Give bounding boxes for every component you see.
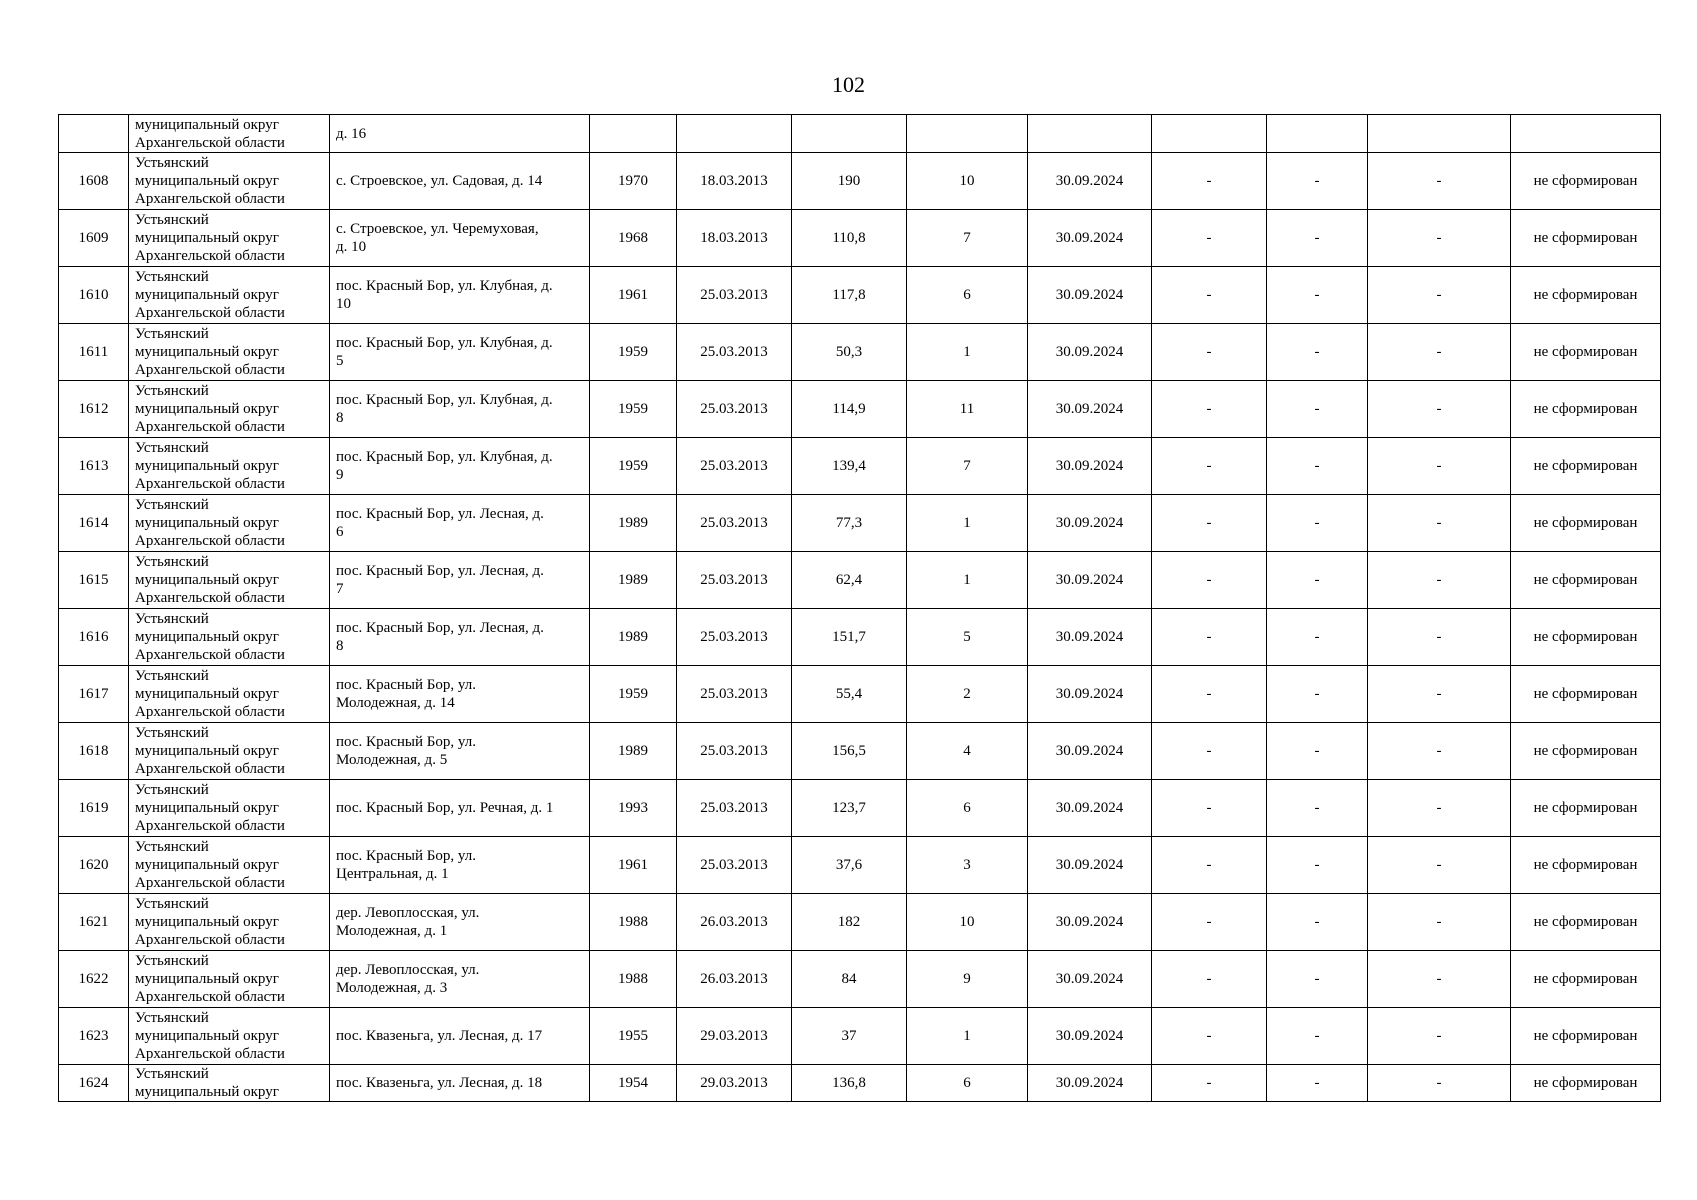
cell-number: 1609 bbox=[59, 210, 129, 267]
cell-col10: - bbox=[1152, 780, 1267, 837]
cell-col10: - bbox=[1152, 495, 1267, 552]
cell-residents: 11 bbox=[907, 381, 1028, 438]
cell-address: пос. Красный Бор, ул. Молодежная, д. 14 bbox=[330, 666, 590, 723]
cell-col10: - bbox=[1152, 1065, 1267, 1102]
cell-number: 1624 bbox=[59, 1065, 129, 1102]
cell-address: пос. Красный Бор, ул. Клубная, д. 8 bbox=[330, 381, 590, 438]
cell-deadline: 30.09.2024 bbox=[1028, 780, 1152, 837]
cell-municipality: Устьянский муниципальный округ Архангельской области bbox=[129, 267, 330, 324]
cell-status: не сформирован bbox=[1511, 153, 1661, 210]
cell-deadline: 30.09.2024 bbox=[1028, 438, 1152, 495]
cell-number: 1614 bbox=[59, 495, 129, 552]
table-row bbox=[59, 495, 1661, 552]
cell-col11: - bbox=[1267, 837, 1368, 894]
cell-year: 1989 bbox=[590, 495, 677, 552]
cell-residents: 1 bbox=[907, 495, 1028, 552]
cell-area: 190 bbox=[792, 153, 907, 210]
cell-area: 77,3 bbox=[792, 495, 907, 552]
cell-residents: 6 bbox=[907, 780, 1028, 837]
cell-address: пос. Красный Бор, ул. Клубная, д. 5 bbox=[330, 324, 590, 381]
cell-status: не сформирован bbox=[1511, 609, 1661, 666]
cell-area: 136,8 bbox=[792, 1065, 907, 1102]
cell-col10: - bbox=[1152, 381, 1267, 438]
cell-number: 1619 bbox=[59, 780, 129, 837]
cell-status: не сформирован bbox=[1511, 666, 1661, 723]
table-row bbox=[59, 210, 1661, 267]
cell-col12: - bbox=[1368, 552, 1511, 609]
cell-residents: 1 bbox=[907, 552, 1028, 609]
cell-empty bbox=[1511, 115, 1661, 153]
cell-year: 1959 bbox=[590, 438, 677, 495]
cell-col12: - bbox=[1368, 324, 1511, 381]
cell-year: 1959 bbox=[590, 381, 677, 438]
cell-municipality: Устьянский муниципальный округ Архангельской области bbox=[129, 153, 330, 210]
cell-deadline: 30.09.2024 bbox=[1028, 381, 1152, 438]
cell-col11: - bbox=[1267, 381, 1368, 438]
cell-number: 1617 bbox=[59, 666, 129, 723]
cell-area: 55,4 bbox=[792, 666, 907, 723]
cell-residents: 5 bbox=[907, 609, 1028, 666]
cell-address: пос. Красный Бор, ул. Молодежная, д. 5 bbox=[330, 723, 590, 780]
cell-col12: - bbox=[1368, 438, 1511, 495]
cell-col10: - bbox=[1152, 951, 1267, 1008]
cell-col12: - bbox=[1368, 609, 1511, 666]
cell-col12: - bbox=[1368, 1065, 1511, 1102]
cell-municipality: Устьянский муниципальный округ Архангельской области bbox=[129, 438, 330, 495]
cell-status: не сформирован bbox=[1511, 837, 1661, 894]
cell-status: не сформирован bbox=[1511, 210, 1661, 267]
cell-status: не сформирован bbox=[1511, 1008, 1661, 1065]
cell-col10: - bbox=[1152, 552, 1267, 609]
cell-municipality: Устьянский муниципальный округ Архангельской области bbox=[129, 210, 330, 267]
cell-date: 25.03.2013 bbox=[677, 324, 792, 381]
cell-date: 25.03.2013 bbox=[677, 837, 792, 894]
cell-status: не сформирован bbox=[1511, 381, 1661, 438]
cell-date: 25.03.2013 bbox=[677, 666, 792, 723]
cell-municipality: муниципальный округ Архангельской области bbox=[129, 115, 330, 153]
cell-address: дер. Левоплосская, ул. Молодежная, д. 1 bbox=[330, 894, 590, 951]
cell-number: 1615 bbox=[59, 552, 129, 609]
cell-col12: - bbox=[1368, 153, 1511, 210]
cell-number: 1610 bbox=[59, 267, 129, 324]
table-row bbox=[59, 951, 1661, 1008]
cell-municipality: Устьянский муниципальный округ Архангельской области bbox=[129, 495, 330, 552]
cell-area: 84 bbox=[792, 951, 907, 1008]
cell-residents: 7 bbox=[907, 438, 1028, 495]
cell-status: не сформирован bbox=[1511, 894, 1661, 951]
cell-area: 37 bbox=[792, 1008, 907, 1065]
cell-empty bbox=[907, 115, 1028, 153]
cell-col11: - bbox=[1267, 495, 1368, 552]
cell-municipality: Устьянский муниципальный округ Архангельской области bbox=[129, 324, 330, 381]
cell-number: 1620 bbox=[59, 837, 129, 894]
cell-municipality: Устьянский муниципальный округ Архангельской области bbox=[129, 951, 330, 1008]
cell-area: 110,8 bbox=[792, 210, 907, 267]
table-row-continued bbox=[59, 115, 1661, 153]
cell-col10: - bbox=[1152, 666, 1267, 723]
cell-date: 25.03.2013 bbox=[677, 495, 792, 552]
cell-deadline: 30.09.2024 bbox=[1028, 153, 1152, 210]
cell-col10: - bbox=[1152, 837, 1267, 894]
cell-deadline: 30.09.2024 bbox=[1028, 495, 1152, 552]
cell-municipality: Устьянский муниципальный округ Архангельской области bbox=[129, 1008, 330, 1065]
cell-year: 1961 bbox=[590, 837, 677, 894]
cell-address: д. 16 bbox=[330, 115, 590, 153]
cell-address: пос. Красный Бор, ул. Клубная, д. 9 bbox=[330, 438, 590, 495]
cell-address: пос. Красный Бор, ул. Клубная, д. 10 bbox=[330, 267, 590, 324]
cell-address: дер. Левоплосская, ул. Молодежная, д. 3 bbox=[330, 951, 590, 1008]
cell-deadline: 30.09.2024 bbox=[1028, 552, 1152, 609]
cell-col12: - bbox=[1368, 837, 1511, 894]
cell-residents: 10 bbox=[907, 153, 1028, 210]
cell-number: 1623 bbox=[59, 1008, 129, 1065]
cell-year: 1993 bbox=[590, 780, 677, 837]
cell-residents: 3 bbox=[907, 837, 1028, 894]
cell-date: 25.03.2013 bbox=[677, 609, 792, 666]
cell-empty bbox=[792, 115, 907, 153]
table-row bbox=[59, 780, 1661, 837]
cell-number: 1613 bbox=[59, 438, 129, 495]
cell-col10: - bbox=[1152, 723, 1267, 780]
cell-municipality: Устьянский муниципальный округ bbox=[129, 1065, 330, 1102]
cell-number: 1622 bbox=[59, 951, 129, 1008]
cell-col11: - bbox=[1267, 438, 1368, 495]
cell-deadline: 30.09.2024 bbox=[1028, 609, 1152, 666]
cell-date: 29.03.2013 bbox=[677, 1065, 792, 1102]
cell-col11: - bbox=[1267, 267, 1368, 324]
cell-address: пос. Красный Бор, ул. Лесная, д. 8 bbox=[330, 609, 590, 666]
cell-col10: - bbox=[1152, 324, 1267, 381]
cell-year: 1988 bbox=[590, 951, 677, 1008]
cell-date: 25.03.2013 bbox=[677, 780, 792, 837]
cell-col10: - bbox=[1152, 609, 1267, 666]
cell-residents: 6 bbox=[907, 267, 1028, 324]
cell-number: 1621 bbox=[59, 894, 129, 951]
cell-residents: 1 bbox=[907, 1008, 1028, 1065]
cell-municipality: Устьянский муниципальный округ Архангельской области bbox=[129, 780, 330, 837]
cell-deadline: 30.09.2024 bbox=[1028, 894, 1152, 951]
table-row bbox=[59, 1065, 1661, 1102]
table-row bbox=[59, 324, 1661, 381]
cell-col11: - bbox=[1267, 951, 1368, 1008]
cell-date: 25.03.2013 bbox=[677, 552, 792, 609]
cell-col10: - bbox=[1152, 438, 1267, 495]
table-row bbox=[59, 723, 1661, 780]
cell-status: не сформирован bbox=[1511, 267, 1661, 324]
cell-col12: - bbox=[1368, 894, 1511, 951]
cell-date: 25.03.2013 bbox=[677, 723, 792, 780]
cell-municipality: Устьянский муниципальный округ Архангельской области bbox=[129, 837, 330, 894]
cell-deadline: 30.09.2024 bbox=[1028, 837, 1152, 894]
cell-municipality: Устьянский муниципальный округ Архангельской области bbox=[129, 552, 330, 609]
cell-area: 151,7 bbox=[792, 609, 907, 666]
cell-deadline: 30.09.2024 bbox=[1028, 324, 1152, 381]
cell-deadline: 30.09.2024 bbox=[1028, 951, 1152, 1008]
cell-number bbox=[59, 115, 129, 153]
cell-col11: - bbox=[1267, 1065, 1368, 1102]
cell-col12: - bbox=[1368, 666, 1511, 723]
cell-col12: - bbox=[1368, 267, 1511, 324]
cell-date: 29.03.2013 bbox=[677, 1008, 792, 1065]
cell-col11: - bbox=[1267, 609, 1368, 666]
cell-col12: - bbox=[1368, 1008, 1511, 1065]
cell-deadline: 30.09.2024 bbox=[1028, 723, 1152, 780]
cell-col10: - bbox=[1152, 210, 1267, 267]
cell-municipality: Устьянский муниципальный округ Архангельской области bbox=[129, 381, 330, 438]
table-body bbox=[59, 115, 1661, 1102]
cell-area: 50,3 bbox=[792, 324, 907, 381]
cell-deadline: 30.09.2024 bbox=[1028, 1065, 1152, 1102]
cell-address: пос. Красный Бор, ул. Лесная, д. 6 bbox=[330, 495, 590, 552]
cell-date: 26.03.2013 bbox=[677, 894, 792, 951]
cell-date: 18.03.2013 bbox=[677, 153, 792, 210]
cell-col10: - bbox=[1152, 267, 1267, 324]
table-row bbox=[59, 153, 1661, 210]
cell-empty bbox=[677, 115, 792, 153]
cell-year: 1989 bbox=[590, 552, 677, 609]
cell-residents: 6 bbox=[907, 1065, 1028, 1102]
cell-status: не сформирован bbox=[1511, 495, 1661, 552]
cell-deadline: 30.09.2024 bbox=[1028, 267, 1152, 324]
cell-status: не сформирован bbox=[1511, 1065, 1661, 1102]
cell-area: 117,8 bbox=[792, 267, 907, 324]
cell-status: не сформирован bbox=[1511, 723, 1661, 780]
cell-col11: - bbox=[1267, 1008, 1368, 1065]
cell-address: пос. Красный Бор, ул. Речная, д. 1 bbox=[330, 780, 590, 837]
cell-col10: - bbox=[1152, 1008, 1267, 1065]
cell-status: не сформирован bbox=[1511, 438, 1661, 495]
cell-municipality: Устьянский муниципальный округ Архангельской области bbox=[129, 609, 330, 666]
cell-address: пос. Квазеньга, ул. Лесная, д. 18 bbox=[330, 1065, 590, 1102]
cell-col12: - bbox=[1368, 780, 1511, 837]
cell-col11: - bbox=[1267, 894, 1368, 951]
cell-col11: - bbox=[1267, 324, 1368, 381]
cell-area: 37,6 bbox=[792, 837, 907, 894]
cell-residents: 10 bbox=[907, 894, 1028, 951]
cell-col12: - bbox=[1368, 210, 1511, 267]
cell-area: 139,4 bbox=[792, 438, 907, 495]
table-row bbox=[59, 267, 1661, 324]
cell-number: 1608 bbox=[59, 153, 129, 210]
cell-status: не сформирован bbox=[1511, 324, 1661, 381]
cell-area: 62,4 bbox=[792, 552, 907, 609]
cell-area: 182 bbox=[792, 894, 907, 951]
cell-year: 1968 bbox=[590, 210, 677, 267]
cell-col11: - bbox=[1267, 153, 1368, 210]
table-row bbox=[59, 837, 1661, 894]
cell-year: 1959 bbox=[590, 324, 677, 381]
cell-date: 25.03.2013 bbox=[677, 438, 792, 495]
page-number: 102 bbox=[832, 72, 865, 97]
cell-address: пос. Красный Бор, ул. Центральная, д. 1 bbox=[330, 837, 590, 894]
cell-address: с. Строевское, ул. Черемуховая, д. 10 bbox=[330, 210, 590, 267]
cell-col12: - bbox=[1368, 951, 1511, 1008]
cell-date: 18.03.2013 bbox=[677, 210, 792, 267]
cell-address: пос. Квазеньга, ул. Лесная, д. 17 bbox=[330, 1008, 590, 1065]
cell-residents: 9 bbox=[907, 951, 1028, 1008]
cell-year: 1988 bbox=[590, 894, 677, 951]
cell-deadline: 30.09.2024 bbox=[1028, 1008, 1152, 1065]
cell-col12: - bbox=[1368, 495, 1511, 552]
cell-empty bbox=[1152, 115, 1267, 153]
cell-deadline: 30.09.2024 bbox=[1028, 666, 1152, 723]
cell-municipality: Устьянский муниципальный округ Архангельской области bbox=[129, 723, 330, 780]
table-row bbox=[59, 609, 1661, 666]
cell-col11: - bbox=[1267, 552, 1368, 609]
cell-address: пос. Красный Бор, ул. Лесная, д. 7 bbox=[330, 552, 590, 609]
cell-year: 1989 bbox=[590, 609, 677, 666]
cell-number: 1612 bbox=[59, 381, 129, 438]
cell-date: 26.03.2013 bbox=[677, 951, 792, 1008]
table-row bbox=[59, 666, 1661, 723]
cell-status: не сформирован bbox=[1511, 951, 1661, 1008]
cell-year: 1989 bbox=[590, 723, 677, 780]
cell-number: 1611 bbox=[59, 324, 129, 381]
cell-status: не сформирован bbox=[1511, 780, 1661, 837]
cell-area: 156,5 bbox=[792, 723, 907, 780]
cell-empty bbox=[1267, 115, 1368, 153]
cell-number: 1618 bbox=[59, 723, 129, 780]
cell-number: 1616 bbox=[59, 609, 129, 666]
cell-year: 1970 bbox=[590, 153, 677, 210]
cell-residents: 7 bbox=[907, 210, 1028, 267]
housing-registry-table bbox=[58, 114, 1661, 1102]
table-row bbox=[59, 438, 1661, 495]
cell-residents: 2 bbox=[907, 666, 1028, 723]
cell-deadline: 30.09.2024 bbox=[1028, 210, 1152, 267]
cell-year: 1959 bbox=[590, 666, 677, 723]
table-row bbox=[59, 552, 1661, 609]
cell-empty bbox=[1028, 115, 1152, 153]
table-row bbox=[59, 894, 1661, 951]
cell-municipality: Устьянский муниципальный округ Архангельской области bbox=[129, 894, 330, 951]
cell-empty bbox=[590, 115, 677, 153]
table-row bbox=[59, 381, 1661, 438]
cell-year: 1954 bbox=[590, 1065, 677, 1102]
cell-residents: 4 bbox=[907, 723, 1028, 780]
cell-year: 1955 bbox=[590, 1008, 677, 1065]
cell-area: 123,7 bbox=[792, 780, 907, 837]
cell-col11: - bbox=[1267, 723, 1368, 780]
cell-empty bbox=[1368, 115, 1511, 153]
cell-year: 1961 bbox=[590, 267, 677, 324]
cell-col11: - bbox=[1267, 666, 1368, 723]
cell-residents: 1 bbox=[907, 324, 1028, 381]
cell-col10: - bbox=[1152, 894, 1267, 951]
cell-date: 25.03.2013 bbox=[677, 267, 792, 324]
cell-date: 25.03.2013 bbox=[677, 381, 792, 438]
cell-col11: - bbox=[1267, 210, 1368, 267]
cell-col11: - bbox=[1267, 780, 1368, 837]
cell-address: с. Строевское, ул. Садовая, д. 14 bbox=[330, 153, 590, 210]
cell-area: 114,9 bbox=[792, 381, 907, 438]
cell-col12: - bbox=[1368, 381, 1511, 438]
cell-col12: - bbox=[1368, 723, 1511, 780]
cell-status: не сформирован bbox=[1511, 552, 1661, 609]
cell-municipality: Устьянский муниципальный округ Архангельской области bbox=[129, 666, 330, 723]
table-row bbox=[59, 1008, 1661, 1065]
cell-col10: - bbox=[1152, 153, 1267, 210]
